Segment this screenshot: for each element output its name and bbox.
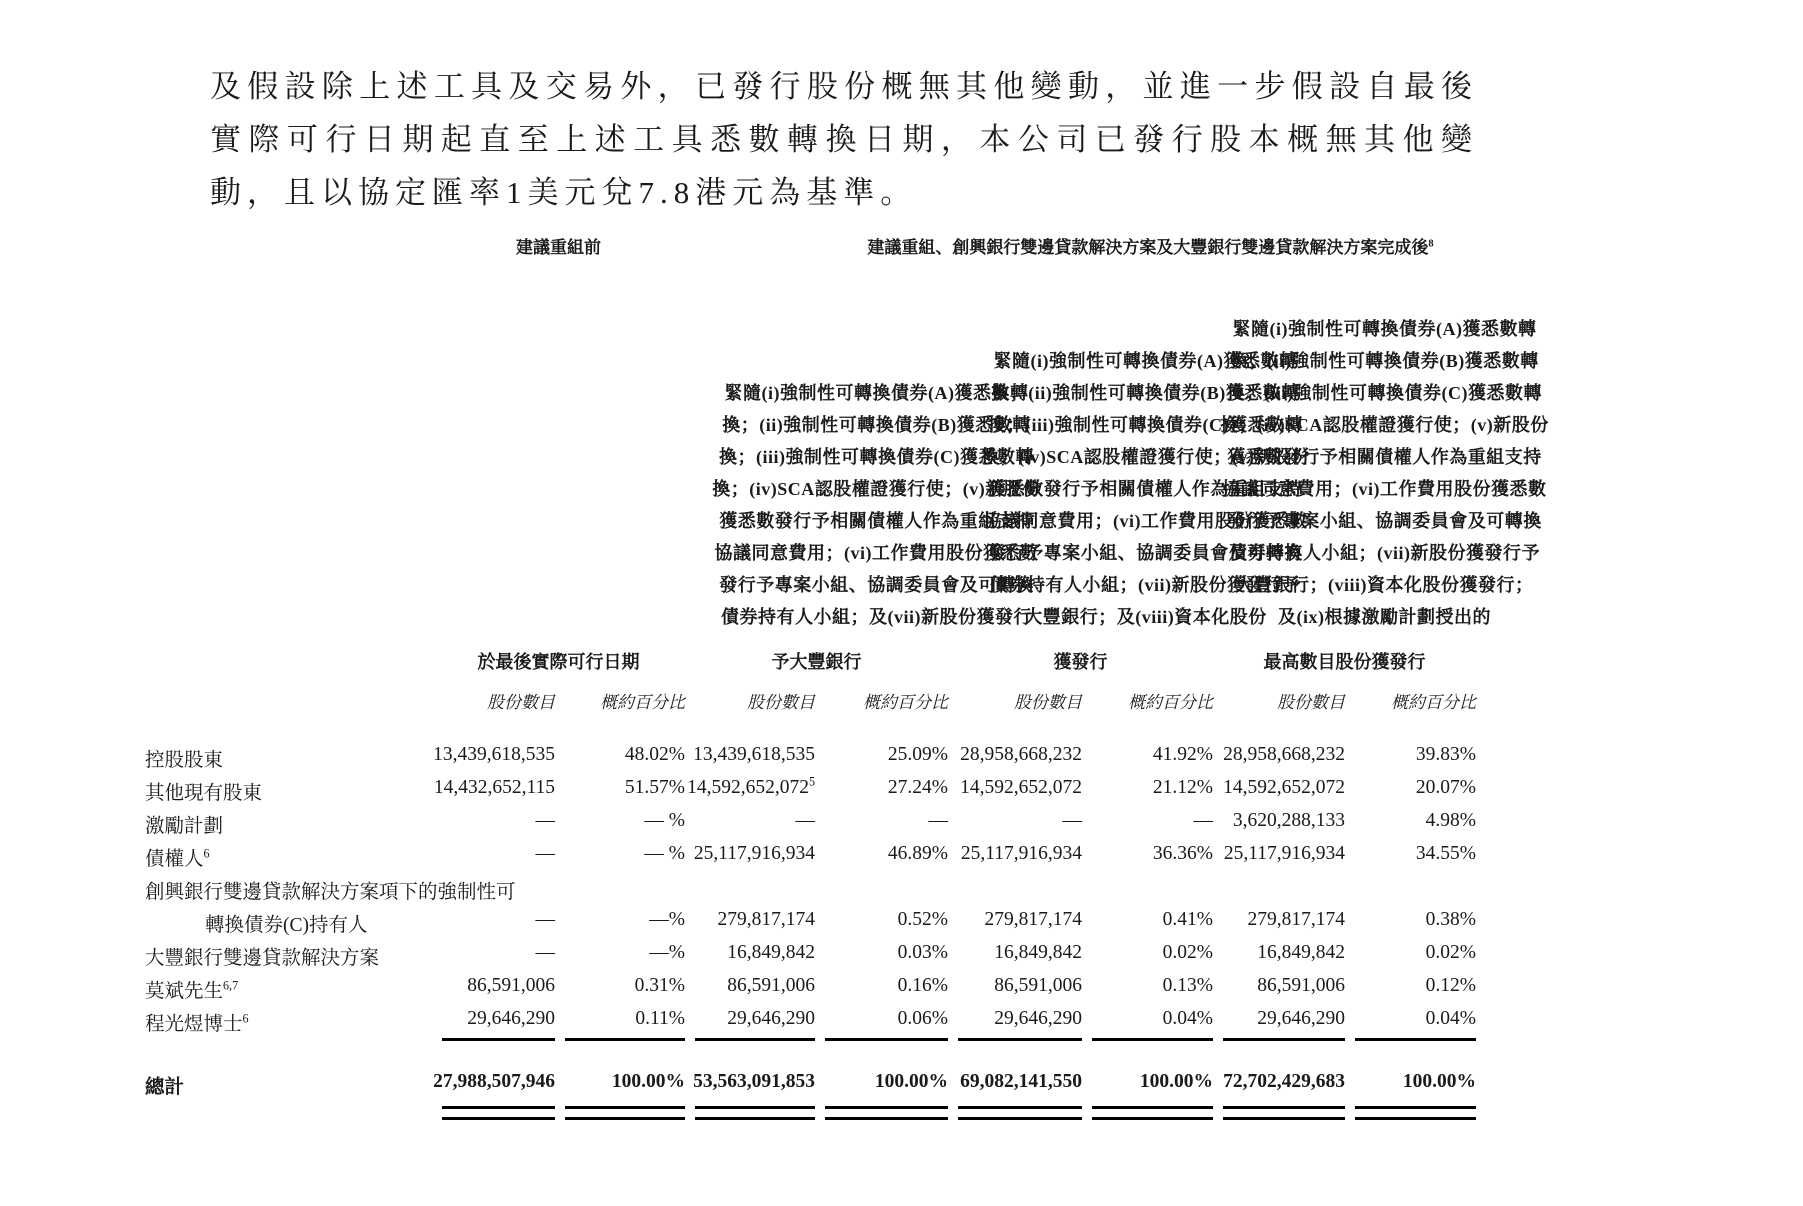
column-header-line: 大豐銀行；及(viii)資本化股份 [1024,607,1267,627]
total-value-cell: 69,082,141,550 [948,1071,1082,1107]
value-cell: 29,646,290 [695,1008,815,1041]
row-label: 程光煜博士$^6$ [145,1011,249,1035]
value-cell: 25,117,916,934 [1223,843,1345,864]
subheader-percent: 概約百分比 [1391,693,1476,712]
value-cell: 21.12% [1152,777,1213,798]
value-cell [1345,876,1476,909]
value-cell: 28,958,668,232 [960,744,1082,765]
column-header-line: 換；(iii)強制性可轉換債券(C)獲悉數轉 [988,415,1303,435]
value-cell: 86,591,006 [727,975,815,996]
row-label: 其他現有股東 [145,783,263,804]
value-cell: 3,620,288,133 [1232,810,1345,831]
group-title-text: 建議重組、創興銀行雙邊貸款解決方案及大豐銀行雙邊貸款解決方案完成後 [867,238,1429,257]
column-header-line: 發行予專案小組、協調委員會及可轉換 [719,575,1034,595]
subheader-spacer [145,688,432,718]
value-cell: —% [649,909,685,930]
value-cell: 14,432,652,115 [433,777,555,798]
footnote-ref: 8 [1428,238,1434,250]
double-rule [1223,1106,1345,1120]
column-header-line: 發行予專案小組、協調委員會及可轉換 [988,543,1303,563]
column-header-line: 債券持有人小組；及(vii)新股份獲發行 [721,607,1032,627]
value-cell [948,876,1082,909]
column-bottom-label-4: 最高數目股份獲發行 [1263,652,1426,672]
value-cell: — [535,810,555,831]
value-cell: 25,117,916,934 [693,843,815,864]
group-title-pre-restructuring [432,233,685,263]
value-cell: 41.92% [1152,744,1213,765]
value-cell: 29,646,290 [958,1008,1082,1041]
column-header-line: 獲悉數發行予相關債權人作為重組支持 [988,479,1303,499]
value-cell [1213,876,1345,909]
value-cell: 279,817,174 [1247,909,1345,930]
double-rule [695,1106,815,1120]
value-cell: —% [649,942,685,963]
value-cell: 16,849,842 [994,942,1082,963]
column-header-line: 緊隨(i)強制性可轉換債券(A)獲悉數轉 [1232,319,1537,339]
column-header-line: 換；(ii)強制性可轉換債券(B)獲悉數轉 [722,415,1031,435]
subheader-shares: 股份數目 [1014,693,1082,712]
column-header-line: 換；(ii)強制性可轉換債券(B)獲悉數轉 [991,383,1300,403]
value-cell: 86,591,006 [994,975,1082,996]
paragraph-line: 及假設除上述工具及交易外，已發行股份概無其他變動，並進一步假設自最後 [210,69,1478,104]
subheader-shares: 股份數目 [487,693,555,712]
footnote-ref: 6 [242,1011,249,1026]
total-value-cell: 100.00% [1345,1071,1476,1107]
footnote-ref: 6,7 [223,978,239,993]
value-cell: — [928,810,948,831]
value-cell: — [1193,810,1213,831]
column-header-line: 獲悉數發行予相關債權人作為重組支持 [1227,447,1542,467]
value-cell: — [535,909,555,930]
footnote-ref: 5 [808,774,815,789]
value-cell: 14,592,652,072 [960,777,1082,798]
group-title-row [145,233,1476,263]
value-cell: 48.02% [624,744,685,765]
value-cell: — % [644,810,685,831]
value-cell: 0.04% [1092,1008,1213,1041]
value-cell: 0.06% [825,1008,948,1041]
value-cell: 0.38% [1425,909,1476,930]
value-cell: 16,849,842 [727,942,815,963]
subheader-shares: 股份數目 [747,693,815,712]
double-rule [565,1106,685,1120]
total-label: 總計 [145,1077,185,1098]
value-cell [555,876,685,909]
value-cell [432,876,555,909]
total-value-cell: 100.00% [555,1071,685,1107]
column-bottom-label-2: 予大豐銀行 [771,652,862,672]
value-cell: — [795,810,815,831]
value-cell: 0.02% [1162,942,1213,963]
subheader-percent: 概約百分比 [863,693,948,712]
column-header-line: 換；(iii)強制性可轉換債券(C)獲悉數轉 [1227,383,1542,403]
subheader-shares: 股份數目 [1277,693,1345,712]
column-header-line: 換；(ii)強制性可轉換債券(B)獲悉數轉 [1230,351,1539,371]
value-cell: 13,439,618,535 [433,744,555,765]
value-cell: 14,592,652,072$^5$ [687,774,815,798]
value-cell: 0.52% [897,909,948,930]
total-value-cell: 72,702,429,683 [1213,1071,1345,1107]
row-label: 莫斌先生$^{6,7}$ [145,978,239,1002]
value-cell [685,876,815,909]
value-cell: 29,646,290 [1223,1008,1345,1041]
value-cell: 0.02% [1425,942,1476,963]
value-cell: 4.98% [1425,810,1476,831]
value-cell: — [535,942,555,963]
value-cell: — [1062,810,1082,831]
column-header-line: 換；(iv)SCA認股權證獲行使；(v)新股份 [712,479,1041,499]
value-cell: 20.07% [1415,777,1476,798]
value-cell: 0.12% [1425,975,1476,996]
intro-paragraph [210,60,1478,219]
double-rule [1092,1106,1213,1120]
value-cell: 25,117,916,934 [960,843,1082,864]
column-header-line: 獲悉數發行予相關債權人作為重組支持 [719,511,1034,531]
column-header-block-4 [1220,313,1549,633]
column-header-line: 換；(iv)SCA認股權證獲行使；(v)新股份 [1220,415,1549,435]
value-cell: 0.13% [1162,975,1213,996]
group-title-text: 建議重組前 [516,238,601,257]
value-cell: 279,817,174 [984,909,1082,930]
value-cell: 0.31% [634,975,685,996]
paragraph-line: 動，且以協定匯率1美元兌7.8港元為基準。 [210,175,918,210]
value-cell: 0.41% [1162,909,1213,930]
value-cell: 29,646,290 [442,1008,555,1041]
column-header-line: 協議同意費用；(vi)工作費用股份獲悉數 [1222,479,1547,499]
column-header-line: 協議同意費用；(vi)工作費用股份獲悉數 [983,511,1308,531]
value-cell: 86,591,006 [467,975,555,996]
value-cell: 39.83% [1415,744,1476,765]
value-cell: 16,849,842 [1257,942,1345,963]
double-rule [442,1106,555,1120]
row-label: 轉換債券(C)持有人 [205,915,368,936]
column-bottom-labels [145,633,1476,678]
column-header-line: 換；(iii)強制性可轉換債券(C)獲悉數轉 [719,447,1034,467]
total-value-cell: 100.00% [815,1071,948,1107]
column-header-line: 及(ix)根據激勵計劃授出的 [1278,607,1491,627]
paragraph-line: 實際可行日期起直至上述工具悉數轉換日期，本公司已發行股本概無其他變 [210,122,1478,157]
column-header-line: 緊隨(i)強制性可轉換債券(A)獲悉數轉 [993,351,1298,371]
value-cell: 86,591,006 [1257,975,1345,996]
value-cell: — [535,843,555,864]
column-header-line: 換；(iv)SCA認股權證獲行使；(v)新股份 [981,447,1310,467]
value-cell: 36.36% [1152,843,1213,864]
column-header-blocks [145,265,1549,633]
subheader-row [145,678,1476,718]
value-cell: 25.09% [887,744,948,765]
value-cell: 0.03% [897,942,948,963]
row-label: 激勵計劃 [145,816,224,837]
column-bottom-label-1: 於最後實際可行日期 [477,652,640,672]
value-cell: 0.04% [1355,1008,1476,1041]
value-cell: 13,439,618,535 [693,744,815,765]
value-cell: — % [644,843,685,864]
subheader-percent: 概約百分比 [1128,693,1213,712]
value-cell [815,876,948,909]
column-header-line: 協議同意費用；(vi)工作費用股份獲悉數 [714,543,1039,563]
value-cell: 46.89% [887,843,948,864]
row-label: 創興銀行雙邊貸款解決方案項下的強制性可 [145,882,516,903]
double-rule [1355,1106,1476,1120]
column-header-line: 大豐銀行；(viii)資本化股份獲發行； [1235,575,1534,595]
total-value-cell: 100.00% [1082,1071,1213,1107]
footnote-ref: 6 [203,846,210,861]
table-rows [145,744,1476,1041]
value-cell: 34.55% [1415,843,1476,864]
column-header-line: 債券持有人小組；(vii)新股份獲發行予 [1229,543,1540,563]
double-rule [825,1106,948,1120]
total-value-cell: 53,563,091,853 [685,1071,815,1107]
value-cell: 27.24% [887,777,948,798]
column-header-block-2 [712,377,1041,633]
group-title-post-restructuring [755,233,1546,263]
column-header-line: 債券持有人小組；(vii)新股份獲發行予 [990,575,1301,595]
value-cell [1082,876,1213,909]
total-row [145,1071,1476,1107]
column-bottom-label-3: 獲發行 [1053,652,1108,672]
value-cell: 14,592,652,072 [1223,777,1345,798]
row-label: 債權人$^6$ [145,846,210,870]
value-cell: 0.16% [897,975,948,996]
column-header-line: 發行予專案小組、協調委員會及可轉換 [1227,511,1542,531]
row-label: 控股股東 [145,750,224,771]
value-cell: 51.57% [624,777,685,798]
value-cell: 28,958,668,232 [1223,744,1345,765]
total-value-cell: 27,988,507,946 [432,1071,555,1107]
value-cell: 0.11% [565,1008,685,1041]
row-label: 大豐銀行雙邊貸款解決方案 [145,948,380,969]
double-rule [958,1106,1082,1120]
column-header-line: 緊隨(i)強制性可轉換債券(A)獲悉數轉 [724,383,1029,403]
value-cell: 279,817,174 [717,909,815,930]
subheader-percent: 概約百分比 [600,693,685,712]
shareholding-table [145,233,1549,1107]
